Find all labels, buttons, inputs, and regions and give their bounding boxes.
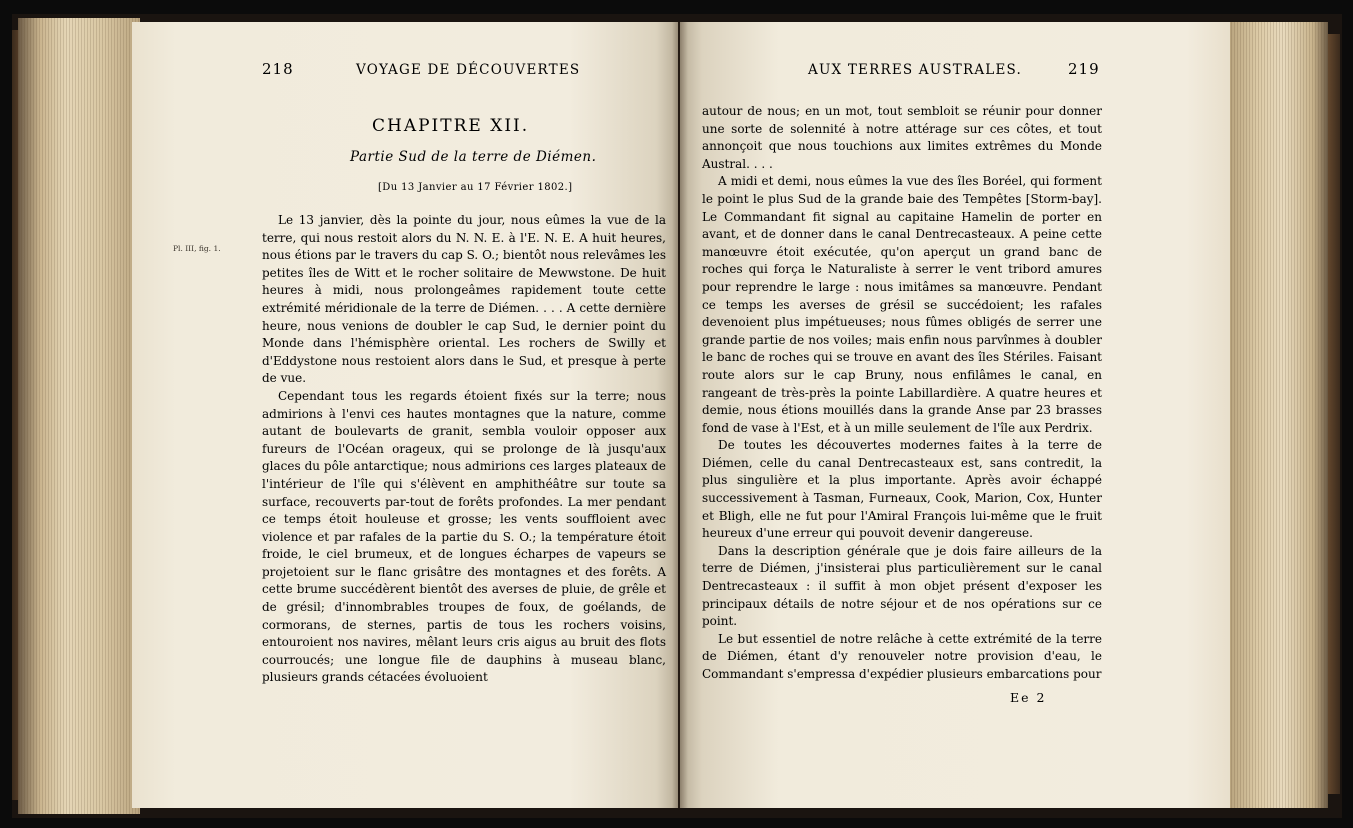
book-gutter <box>672 22 688 808</box>
page-edges-left <box>18 18 140 814</box>
paragraph: De toutes les découvertes modernes faites à la terre de Diémen, celle du canal Dentrecasteaux est, sans contredit, la plus singulière et la plus importante. Après avoir échappé successivement à Tasman, Furneaux, Cook, Marion, Cox, Hunter et Bligh, elle ne fut pour l'Amiral François lui-même que le fruit heureux d'une erreur qui pouvoit devenir dangereuse. <box>702 438 1102 541</box>
running-head-right: AUX TERRES AUSTRALES. <box>808 62 1022 78</box>
paragraph: autour de nous; en un mot, tout sembloit se réunir pour donner une sorte de solennité à notre attérage sur ces côtes, et tout annonçoit que nous touchions aux limites extrêmes du Monde Austral. . . . <box>702 104 1102 171</box>
right-page-body <box>702 103 1102 684</box>
running-head-left: VOYAGE DE DÉCOUVERTES <box>356 62 581 78</box>
chapter-dateline: [Du 13 Janvier au 17 Février 1802.] <box>378 182 573 193</box>
signature-mark: Ee 2 <box>1010 690 1047 705</box>
margin-note-plate-ref: Pl. III, fig. 1. <box>173 244 221 253</box>
left-page-body <box>262 212 666 687</box>
page-number-right: 219 <box>1068 60 1100 78</box>
page-edges-right <box>1228 22 1328 808</box>
chapter-title: CHAPITRE XII. <box>372 116 530 136</box>
paragraph: Le but essentiel de notre relâche à cette extrémité de la terre de Diémen, étant d'y renouveler notre provision d'eau, le Commandant s'empressa d'expédier plusieurs embarcations pour <box>702 631 1102 681</box>
cover-right-edge <box>1326 34 1340 794</box>
paragraph: Dans la description générale que je dois faire ailleurs de la terre de Diémen, j'insisterai plus particulièrement sur le canal Dentrecasteaux : il suffit à mon objet présent d'exposer les principaux détails de notre séjour et de nos opérations sur ce point. <box>702 543 1102 629</box>
paragraph: Cependant tous les regards étoient fixés sur la terre; nous admirions à l'envi ces hautes montagnes que la nature, comme autant de boulevarts de granit, sembla vouloir opposer aux fureurs de l'Océan orageux, qui se prolonge de là jusqu'aux glaces du pôle antarctique; nous admirions ces larges plateaux de l'intérieur de l'île qui s'élèvent en amphithéâtre sur toute sa surface, recouverts par-tout de forêts profondes. La mer pendant ce temps étoit houleuse et grosse; les vents souffloient avec violence et par rafales de la partie du S. O.; la température étoit froide, le ciel brumeux, et de longues écharpes de vapeurs se projetoient sur le flanc grisâtre des montagnes et des forêts. A cette brume succédèrent bientôt des averses de pluie, de grêle et de grésil; d'innombrables troupes de foux, de goélands, de cormorans, de sternes, partis de tous les rochers voisins, entouroient nos navires, mêlant leurs cris aigus au bruit des flots courroucés; une longue file de dauphins à museau blanc, plusieurs grands cétacées évoluoient <box>262 388 666 685</box>
paragraph: Le 13 janvier, dès la pointe du jour, nous eûmes la vue de la terre, qui nous restoit alors du N. N. E. à l'E. N. E. A huit heures, nous étions par le travers du cap S. O.; bientôt nous relevâmes les petites îles de Witt et le rocher solitaire de Mewwstone. De huit heures à midi, nous prolongeâmes rapidement toute cette extrémité méridionale de la terre de Diémen. . . . A cette dernière heure, nous venions de doubler le cap Sud, le dernier point du Monde dans l'hémisphère oriental. Les rochers de Swilly et d'Eddystone nous restoient alors dans le Sud, et presque à perte de vue. <box>262 213 666 386</box>
page-number-left: 218 <box>262 60 294 78</box>
paragraph: A midi et demi, nous eûmes la vue des îles Boréel, qui forment le point le plus Sud de la grande baie des Tempêtes [Storm-bay]. Le Commandant fit signal au capitaine Hamelin de porter en avant, et de donner dans le canal Dentrecasteaux. A peine cette manœuvre étoit exécutée, qu'on aperçut un grand banc de roches qui força le Naturaliste à serrer le vent tribord amures pour reprendre le large : nous imitâmes sa manœuvre. Pendant ce temps les averses de grésil se succédoient; les rafales devenoient plus impétueuses; nous fûmes obligés de serrer une grande partie de nos voiles; mais enfin nous parvînmes à doubler le banc de roches qui se trouve en avant des îles Stériles. Faisant route alors sur le cap Bruny, nous enfilâmes le canal, en rangeant de très-près la pointe Labillardière. A quatre heures et demie, nous étions mouillés dans la grande Anse par 23 brasses fond de vase à l'Est, et à un mille seulement de l'île aux Perdrix. <box>702 174 1102 435</box>
chapter-subtitle: Partie Sud de la terre de Diémen. <box>350 149 597 165</box>
